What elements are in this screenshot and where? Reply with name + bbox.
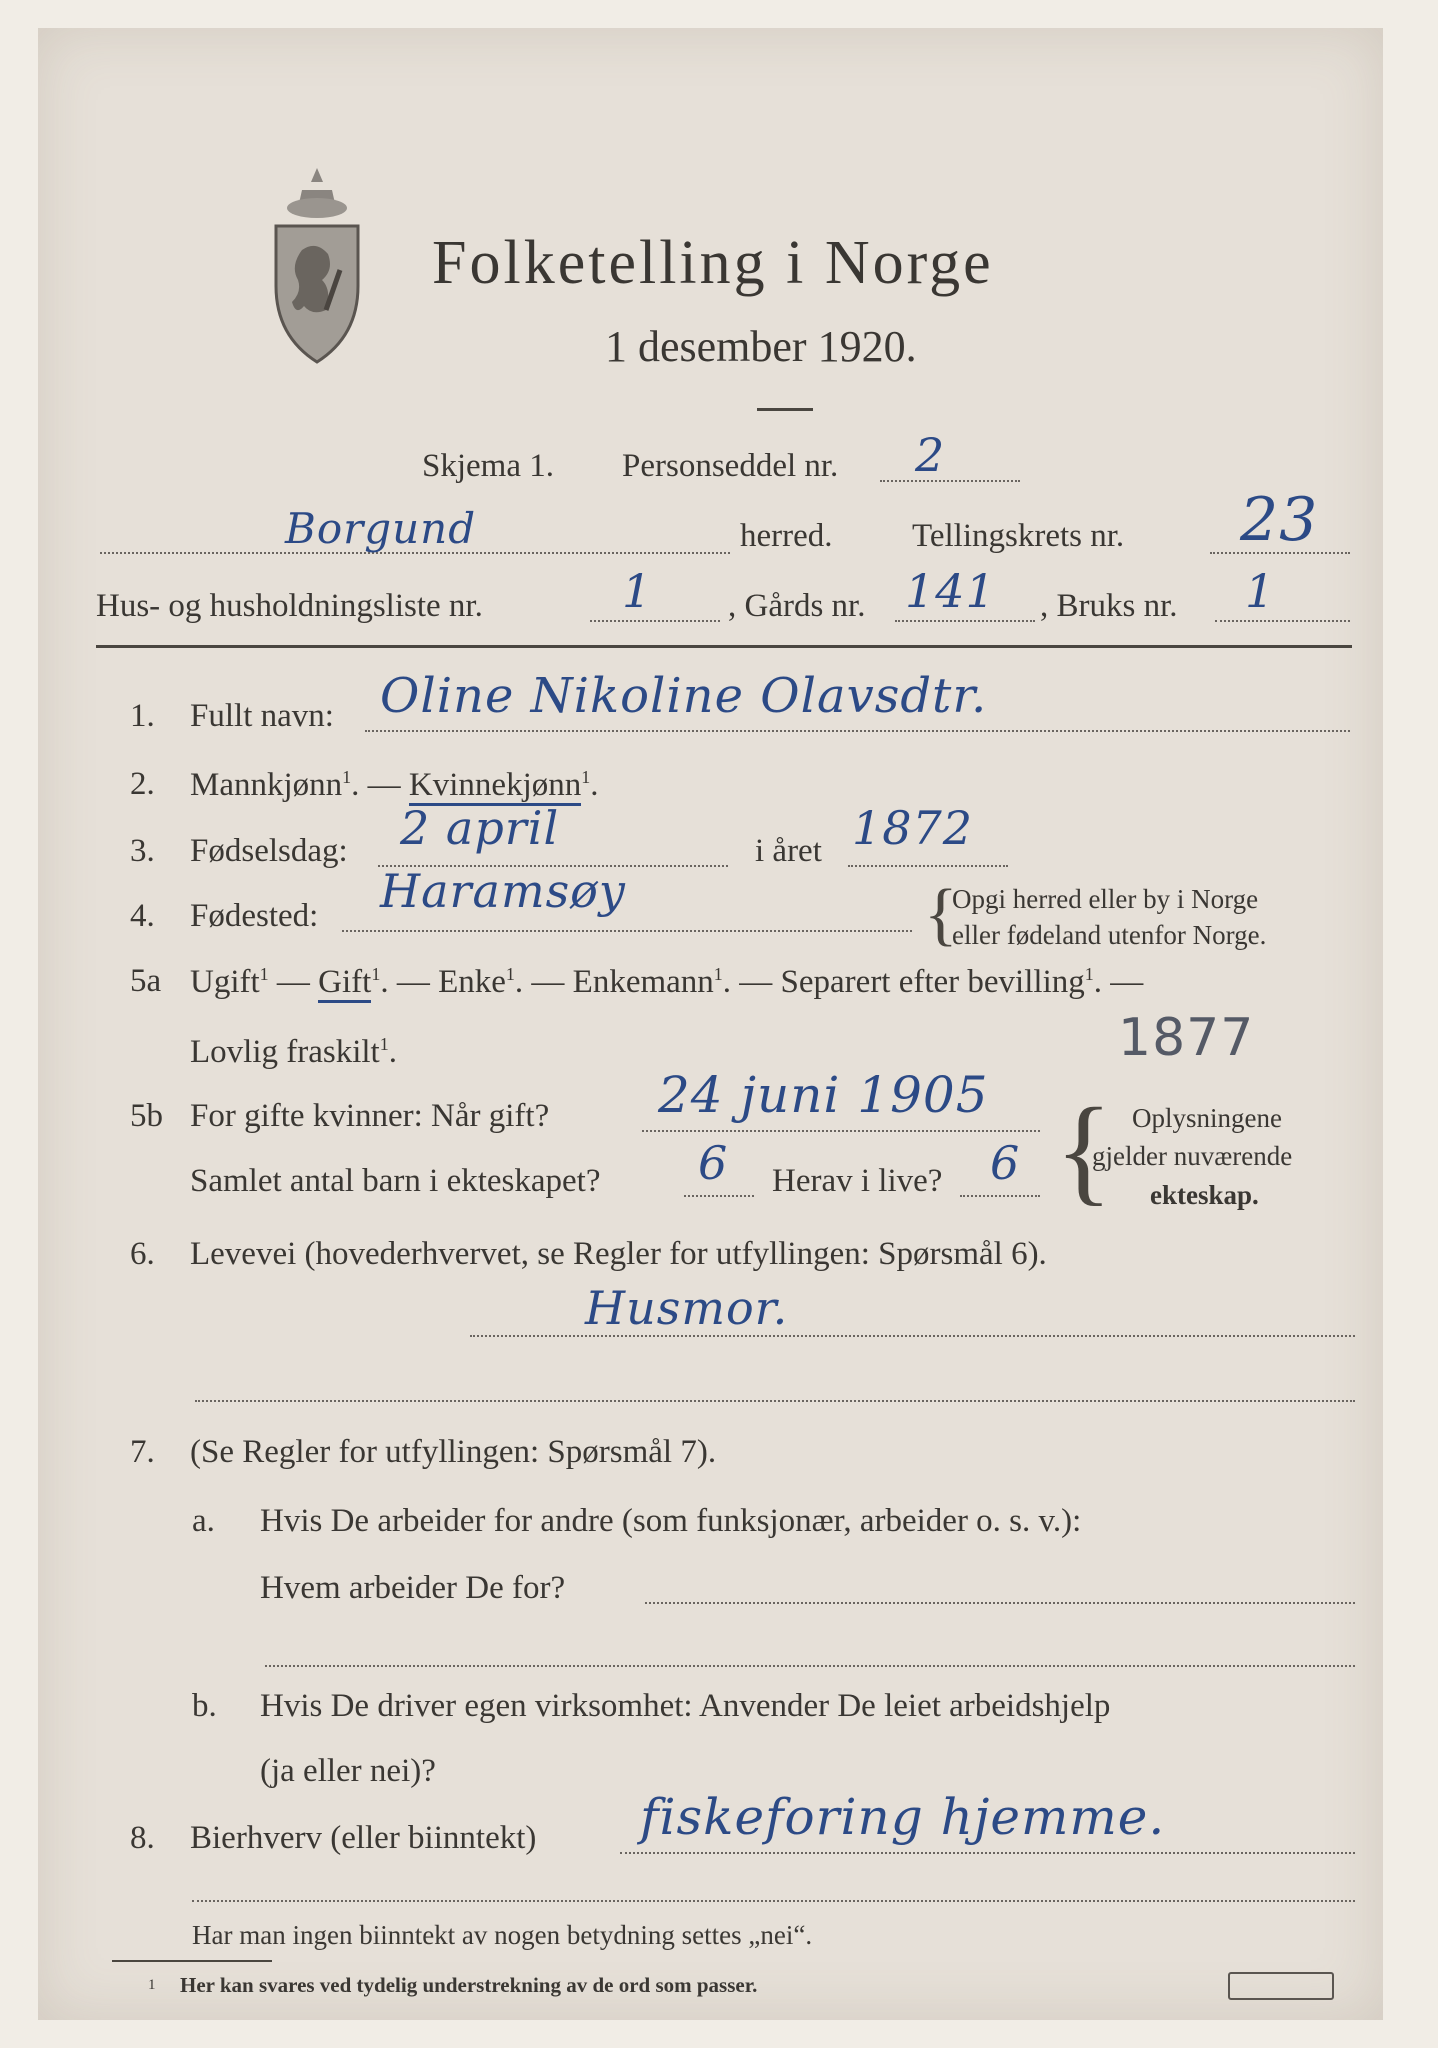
q8-line <box>620 1852 1355 1854</box>
q5a-pencil-note: 1877 <box>1118 1008 1255 1068</box>
q5b-brace: { <box>1055 1083 1113 1216</box>
footnote-mark: 1 <box>148 1977 156 1993</box>
q5a-option-fraskilt: Lovlig fraskilt <box>190 1034 380 1070</box>
q7a-text: Hvis De arbeider for andre (som funksjonær, arbeider o. s. v.): <box>260 1503 1082 1539</box>
herred-value: Borgund <box>285 504 477 553</box>
q5b-married-value: 24 juni 1905 <box>658 1066 989 1124</box>
q2-option-female: Kvinnekjønn <box>409 767 581 806</box>
gards-line <box>895 620 1035 622</box>
q4-note-line1: Opgi herred eller by i Norge <box>952 884 1259 914</box>
printer-stamp <box>1228 1972 1334 2000</box>
bruks-line <box>1215 620 1350 622</box>
q5b-children-value: 6 <box>698 1136 729 1190</box>
q5a-option-separert: Separert efter bevilling <box>780 964 1085 1000</box>
q7b-question: (ja eller nei)? <box>260 1753 436 1789</box>
q4-note-line2: eller fødeland utenfor Norge. <box>952 920 1267 950</box>
hus-label: Hus- og husholdningsliste nr. <box>96 588 483 624</box>
form-title: Folketelling i Norge <box>432 229 994 297</box>
personseddel-value: 2 <box>915 428 946 482</box>
title-divider <box>757 408 813 411</box>
q2-text <box>190 768 599 802</box>
q5a-line2: Lovlig fraskilt$^1$. <box>190 1034 397 1070</box>
hus-line <box>590 620 720 622</box>
q8-label: Bierhverv (eller biinntekt) <box>190 1820 537 1856</box>
tellingskrets-label: Tellingskrets nr. <box>912 518 1125 554</box>
q6-line-1 <box>470 1335 1355 1337</box>
q2-sup-b: 1 <box>581 767 591 787</box>
q6-answer: Husmor. <box>585 1281 789 1335</box>
q5a-number: 5a <box>130 963 162 999</box>
q4-line <box>342 930 912 932</box>
gards-value: 141 <box>905 564 996 618</box>
q5a-sup-3: 1 <box>505 964 515 984</box>
q5b-married-line <box>642 1130 1040 1132</box>
q4-answer: Haramsøy <box>380 864 626 918</box>
q3-answer-day: 2 april <box>400 801 560 855</box>
form-date: 1 desember 1920. <box>605 322 917 371</box>
q3-year-label: i året <box>755 833 822 869</box>
q5a-sup-5: 1 <box>1084 964 1094 984</box>
norway-coat-of-arms-icon <box>262 160 372 370</box>
q5b-alive-label: Herav i live? <box>772 1163 943 1199</box>
q5b-alive-value: 6 <box>990 1136 1021 1190</box>
q7a-question: Hvem arbeider De for? <box>260 1570 566 1606</box>
hus-value: 1 <box>622 564 653 618</box>
q3-year-value: 1872 <box>852 801 974 855</box>
q6-label: Levevei (hovederhvervet, se Regler for utfyllingen: Spørsmål 6). <box>190 1236 1047 1272</box>
q1-number: 1. <box>130 698 155 734</box>
q2-option-male: Mannkjønn <box>190 767 343 803</box>
q2-number: 2. <box>130 766 155 802</box>
q4-number: 4. <box>130 898 155 934</box>
q2-sup-a: 1 <box>342 767 352 787</box>
q5a-sup-6: 1 <box>379 1034 389 1054</box>
q5b-number: 5b <box>130 1098 163 1134</box>
q1-label: Fullt navn: <box>190 698 334 734</box>
q4-label: Fødested: <box>190 898 319 934</box>
q7a-number: a. <box>192 1503 215 1539</box>
q5a-sup-4: 1 <box>713 964 723 984</box>
bruks-label: , Bruks nr. <box>1040 588 1178 624</box>
q7a-line-1 <box>645 1602 1355 1604</box>
q6-line-2 <box>195 1400 1355 1402</box>
q5a-option-enke: Enke <box>438 964 506 1000</box>
footnote-rule <box>112 1960 272 1962</box>
skjema-label: Skjema 1. <box>422 448 554 484</box>
q7-label: (Se Regler for utfyllingen: Spørsmål 7). <box>190 1434 717 1470</box>
q5a-option-ugift: Ugift <box>190 964 260 1000</box>
q3-year-line <box>848 865 1008 867</box>
q3-label: Fødselsdag: <box>190 833 348 869</box>
footer-dotted-rule <box>192 1900 1355 1902</box>
q5b-children-line <box>684 1195 754 1197</box>
q5b-note-line2: gjelder nuværende <box>1092 1141 1293 1171</box>
q5b-note-line3: ekteskap. <box>1150 1180 1259 1210</box>
q8-answer: fiskeforing hjemme. <box>640 1788 1166 1846</box>
herred-label: herred. <box>740 518 833 554</box>
q5b-alive-line <box>960 1195 1040 1197</box>
footnote-text: Her kan svares ved tydelig understrekning av de ord som passer. <box>180 1973 758 1997</box>
q5a-option-gift: Gift <box>318 964 371 1003</box>
q5b-note-line1: Oplysningene <box>1132 1103 1282 1133</box>
q5a-sup-2: 1 <box>371 964 381 984</box>
personseddel-label: Personseddel nr. <box>622 448 839 484</box>
q6-number: 6. <box>130 1236 155 1272</box>
q5b-label: For gifte kvinner: Når gift? <box>190 1098 550 1134</box>
header-rule <box>96 645 1352 648</box>
bruks-value: 1 <box>1245 564 1276 618</box>
q5a-sup-1: 1 <box>259 964 269 984</box>
footer-note: Har man ingen biinntekt av nogen betydning settes „nei“. <box>192 1920 813 1950</box>
gards-label: , Gårds nr. <box>728 588 866 624</box>
q1-line <box>365 730 1350 732</box>
q7-number: 7. <box>130 1434 155 1470</box>
q7b-text: Hvis De driver egen virksomhet: Anvender De leiet arbeidshjelp <box>260 1688 1111 1724</box>
q2-end: . <box>590 767 599 803</box>
tellingskrets-value: 23 <box>1240 485 1319 555</box>
q2-sep: . — <box>351 767 409 803</box>
q5b-children-label: Samlet antal barn i ekteskapet? <box>190 1163 601 1199</box>
q1-answer: Oline Nikoline Olavsdtr. <box>380 668 988 724</box>
q7a-line-2 <box>265 1665 1355 1667</box>
personseddel-line <box>880 480 1020 482</box>
q8-number: 8. <box>130 1820 155 1856</box>
q5a-line1: Ugift$^1$ — Gift$^1$. — Enke$^1$. — Enkemann$^1$. — Separert efter bevilling$^1$. — <box>190 965 1143 999</box>
q4-brace: { <box>924 876 958 953</box>
q7b-number: b. <box>192 1688 217 1724</box>
q3-number: 3. <box>130 833 155 869</box>
q5a-option-enkemann: Enkemann <box>572 964 714 1000</box>
